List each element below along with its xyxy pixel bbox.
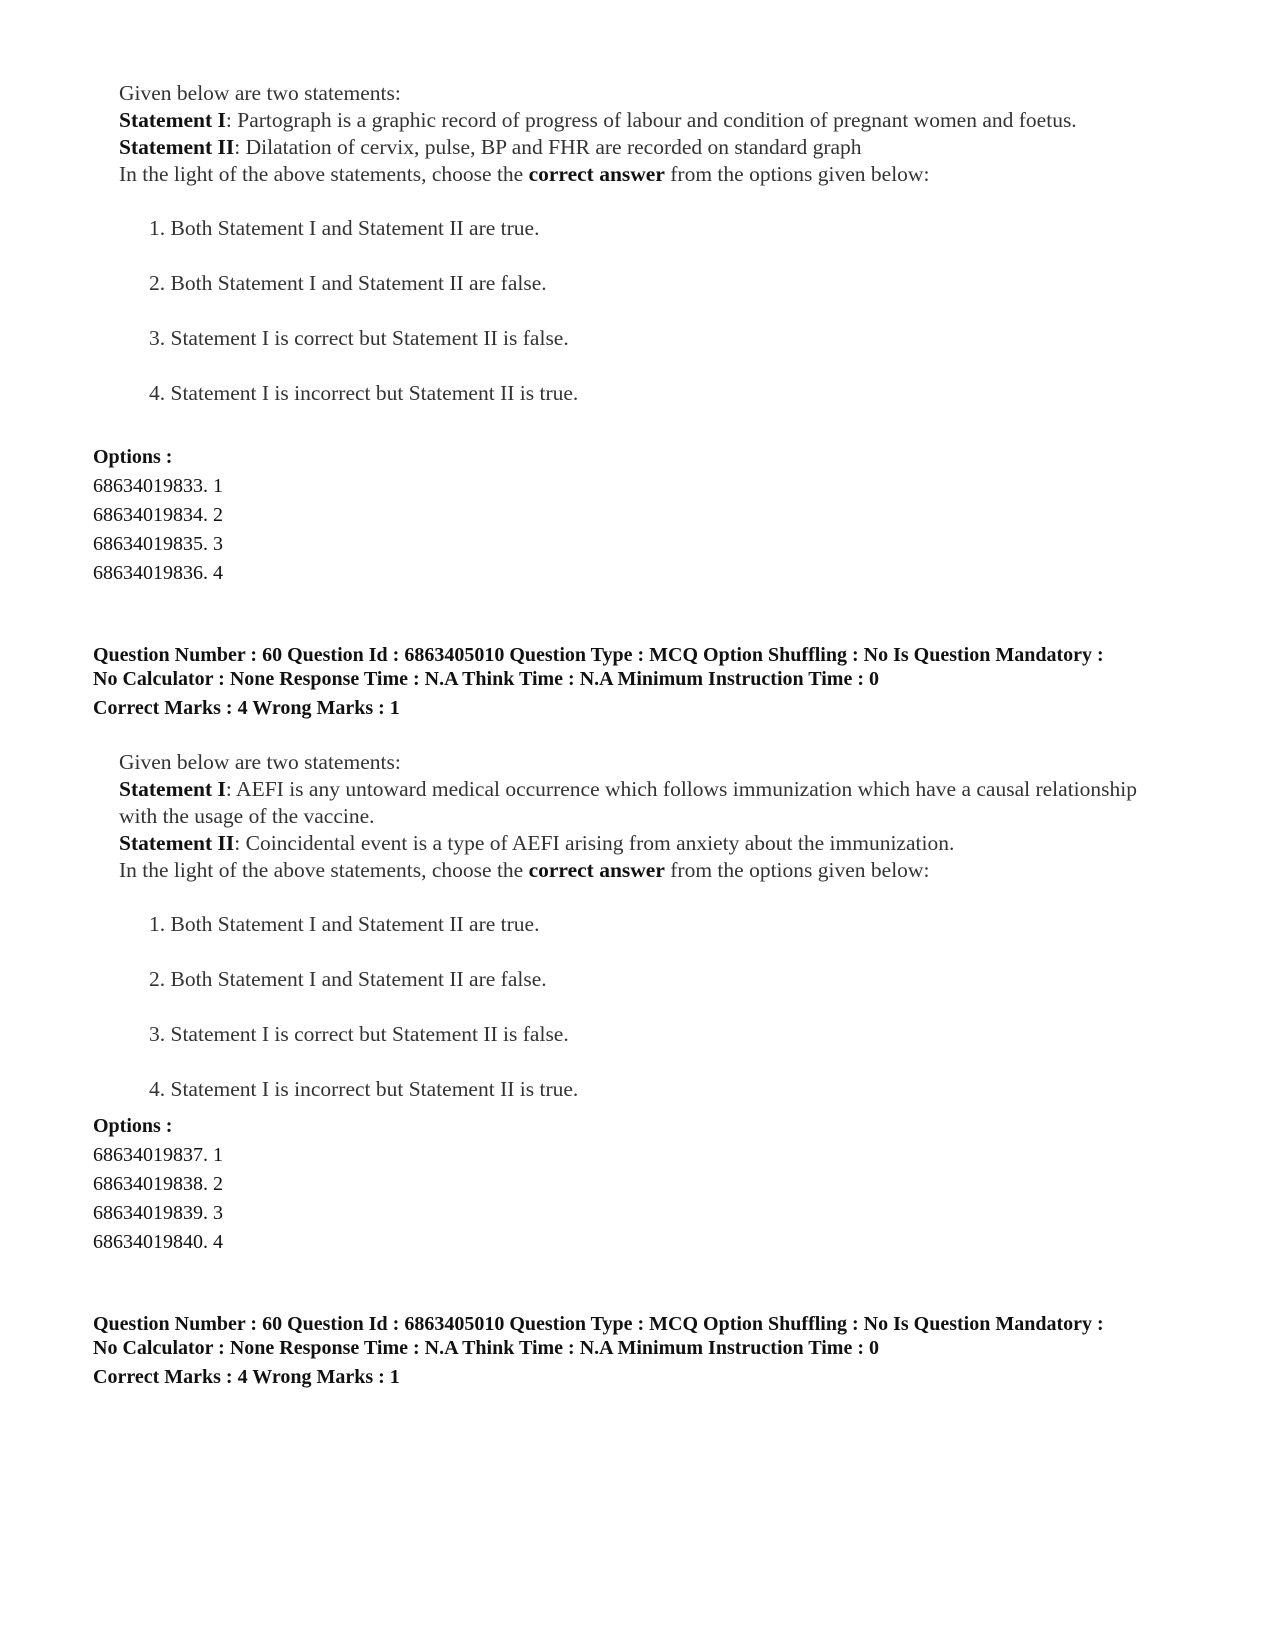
question-2-statement-1-text: : AEFI is any untoward medical occurrence which follows immunization which have a causal relationship with the usage of the vaccine. [119,777,1137,828]
question-2-statement-1-label: Statement I [119,777,226,801]
question-meta-line-2: No Calculator : None Response Time : N.A Think Time : N.A Minimum Instruction Time : 0 [93,1337,879,1359]
question-1-choice: 3. Statement I is correct but Statement II is false. [149,326,569,350]
question-1-statement-1 [119,107,1179,134]
option-row: 68634019833. 1 [93,475,223,497]
option-row: 68634019840. 4 [93,1231,223,1253]
question-2-statement-2-text: : Coincidental event is a type of AEFI arising from anxiety about the immunization. [234,831,955,855]
question-meta-block-2 [93,1312,1203,1389]
question-1-choice: 2. Both Statement I and Statement II are false. [149,271,547,295]
question-1-prompt-bold: correct answer [528,162,665,186]
question-1-statement-1-label: Statement I [119,108,226,132]
question-2-choice-list [119,911,1179,1103]
question-1-intro: Given below are two statements: [119,81,401,105]
question-2-options [93,1112,493,1257]
question-2-choice: 4. Statement I is incorrect but Statement II is true. [149,1077,579,1101]
question-meta-block-1 [93,643,1203,720]
question-1-statement-2 [119,134,1179,161]
question-meta-line-1: Question Number : 60 Question Id : 6863405010 Question Type : MCQ Option Shuffling : No Is Question Mandatory : [93,644,1104,666]
question-2-prompt [119,857,1179,884]
question-meta-line-2: No Calculator : None Response Time : N.A Think Time : N.A Minimum Instruction Time : 0 [93,668,879,690]
question-2-intro: Given below are two statements: [119,750,401,774]
question-marks: Correct Marks : 4 Wrong Marks : 1 [93,697,400,719]
question-1-prompt-before: In the light of the above statements, choose the [119,162,529,186]
question-1-statement-2-label: Statement II [119,135,235,159]
question-2-statement-2-label: Statement II [119,831,235,855]
question-1-choice-list [119,215,1179,407]
question-2-choice: 1. Both Statement I and Statement II are true. [149,912,540,936]
option-row: 68634019834. 2 [93,504,223,526]
question-1-prompt-after: from the options given below: [664,162,930,186]
question-2-prompt-after: from the options given below: [664,858,930,882]
options-title: Options : [93,446,173,468]
question-2-prompt-before: In the light of the above statements, choose the [119,858,529,882]
question-1-statement-block [119,80,1179,407]
question-2-statement-block [119,749,1179,1103]
question-1-options [93,443,493,588]
option-row: 68634019839. 3 [93,1202,223,1224]
option-row: 68634019837. 1 [93,1144,223,1166]
question-2-choice: 3. Statement I is correct but Statement II is false. [149,1022,569,1046]
question-1-choice: 1. Both Statement I and Statement II are true. [149,216,540,240]
question-1-choice: 4. Statement I is incorrect but Statement II is true. [149,381,579,405]
question-1-prompt [119,161,1179,188]
question-1-statement-2-text: : Dilatation of cervix, pulse, BP and FHR are recorded on standard graph [234,135,862,159]
question-2-prompt-bold: correct answer [528,858,665,882]
question-1-statement-1-text: : Partograph is a graphic record of progress of labour and condition of pregnant women and foetus. [225,108,1077,132]
question-2-choice: 2. Both Statement I and Statement II are false. [149,967,547,991]
options-title: Options : [93,1115,173,1137]
option-row: 68634019838. 2 [93,1173,223,1195]
question-2-statement-2 [119,830,1179,857]
option-row: 68634019835. 3 [93,533,223,555]
question-2-statement-1 [119,776,1179,830]
option-row: 68634019836. 4 [93,562,223,584]
question-marks: Correct Marks : 4 Wrong Marks : 1 [93,1366,400,1388]
question-meta-line-1: Question Number : 60 Question Id : 6863405010 Question Type : MCQ Option Shuffling : No Is Question Mandatory : [93,1313,1104,1335]
